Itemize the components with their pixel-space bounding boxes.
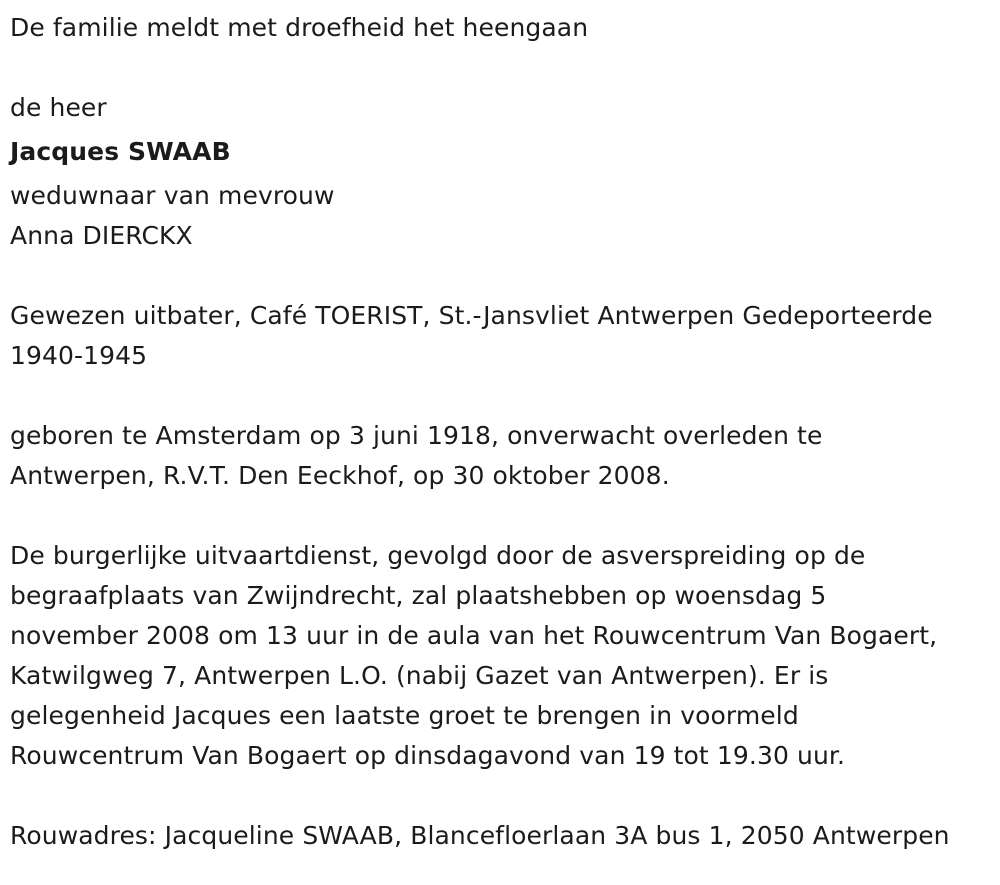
service-line: november 2008 om 13 uur in de aula van het Rouwcentrum Van Bogaert,: [10, 621, 938, 650]
spouse-name: Anna DIERCKX: [10, 221, 193, 250]
service-line: gelegenheid Jacques een laatste groet te brengen in voormeld: [10, 701, 799, 730]
service-line: begraafplaats van Zwijndrecht, zal plaatshebben op woensdag 5: [10, 581, 827, 610]
birth-death-line: Antwerpen, R.V.T. Den Eeckhof, op 30 oktober 2008.: [10, 461, 670, 490]
deceased-name: Jacques SWAAB: [10, 137, 231, 166]
intro-text: De familie meldt met droefheid het heengaan: [10, 13, 589, 42]
relation-text: weduwnaar van mevrouw: [10, 181, 335, 210]
spacer: [10, 48, 995, 88]
mourning-address: Rouwadres: Jacqueline SWAAB, Blancefloerlaan 3A bus 1, 2050 Antwerpen: [10, 821, 950, 850]
service-line: De burgerlijke uitvaartdienst, gevolgd door de asverspreiding op de: [10, 541, 866, 570]
spacer: [10, 496, 995, 536]
occupation-line: Gewezen uitbater, Café TOERIST, St.-Jansvliet Antwerpen Gedeporteerde: [10, 301, 933, 330]
service-line: Rouwcentrum Van Bogaert op dinsdagavond van 19 tot 19.30 uur.: [10, 741, 846, 770]
spacer: [10, 776, 995, 816]
spacer: [10, 376, 995, 416]
occupation-line: 1940-1945: [10, 341, 148, 370]
spacer: [10, 256, 995, 296]
death-notice: [10, 8, 995, 856]
honorific: de heer: [10, 93, 107, 122]
service-line: Katwilgweg 7, Antwerpen L.O. (nabij Gazet van Antwerpen). Er is: [10, 661, 829, 690]
birth-death-line: geboren te Amsterdam op 3 juni 1918, onverwacht overleden te: [10, 421, 823, 450]
